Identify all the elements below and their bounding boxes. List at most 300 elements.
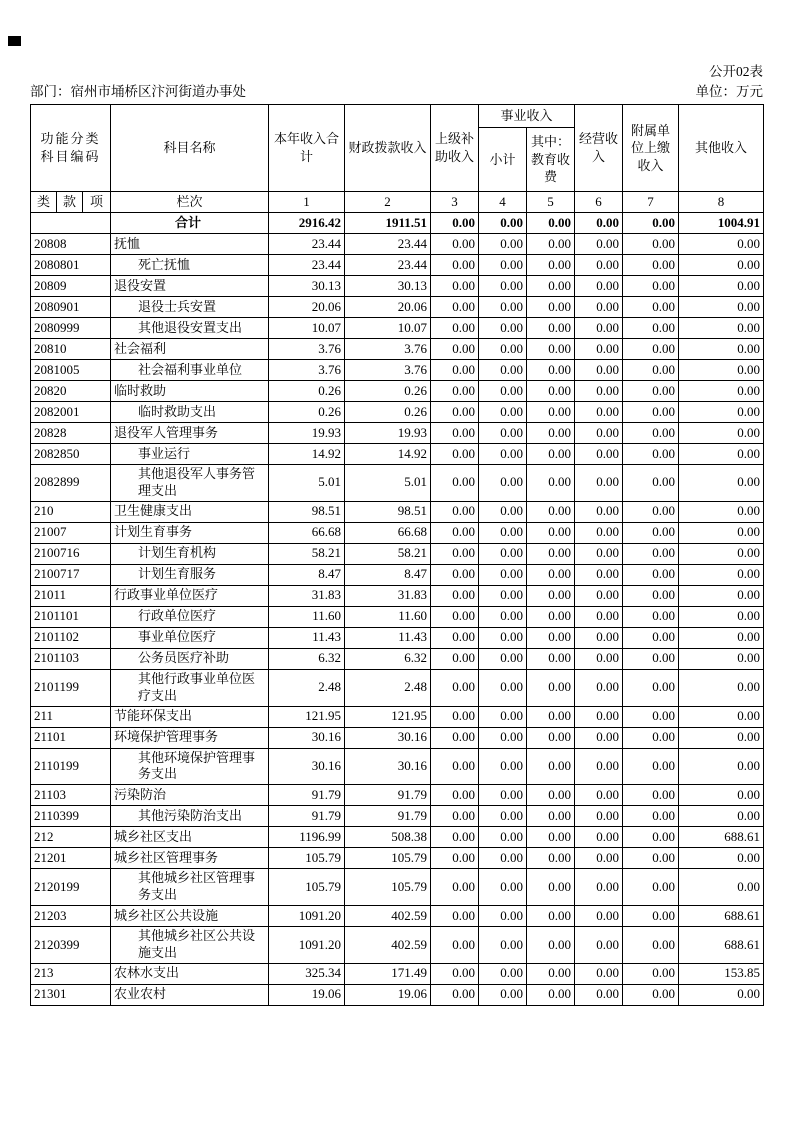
row-value-col-1: 11.43 bbox=[269, 627, 345, 648]
row-value-col-7: 0.00 bbox=[623, 297, 679, 318]
table-body bbox=[31, 213, 764, 1006]
table-row bbox=[31, 465, 764, 502]
row-name-cell: 城乡社区公共设施 bbox=[111, 906, 269, 927]
row-value-col-7: 0.00 bbox=[623, 648, 679, 669]
row-code-cell: 2080999 bbox=[31, 318, 111, 339]
row-value-col-5: 0.00 bbox=[527, 543, 575, 564]
row-value-col-6: 0.00 bbox=[575, 984, 623, 1005]
row-value-col-2: 19.93 bbox=[345, 423, 431, 444]
row-value-col-8: 0.00 bbox=[679, 339, 764, 360]
row-code-cell: 20808 bbox=[31, 234, 111, 255]
row-value-col-3: 0.00 bbox=[431, 806, 479, 827]
row-value-col-2: 2.48 bbox=[345, 669, 431, 706]
row-code-cell: 2100716 bbox=[31, 543, 111, 564]
row-value-col-6: 0.00 bbox=[575, 806, 623, 827]
row-code-cell: 2080801 bbox=[31, 255, 111, 276]
row-value-col-7: 0.00 bbox=[623, 423, 679, 444]
table-row bbox=[31, 444, 764, 465]
row-code-cell: 21103 bbox=[31, 785, 111, 806]
row-value-col-7: 0.00 bbox=[623, 339, 679, 360]
row-name-cell: 其他污染防治支出 bbox=[111, 806, 269, 827]
row-value-col-3: 0.00 bbox=[431, 748, 479, 785]
row-value-col-2: 171.49 bbox=[345, 963, 431, 984]
row-value-col-2: 121.95 bbox=[345, 706, 431, 727]
row-code-cell: 2081005 bbox=[31, 360, 111, 381]
row-value-col-2: 3.76 bbox=[345, 339, 431, 360]
row-value-col-8: 0.00 bbox=[679, 748, 764, 785]
table-row bbox=[31, 869, 764, 906]
row-code-cell: 2082899 bbox=[31, 465, 111, 502]
row-value-col-4: 0.00 bbox=[479, 276, 527, 297]
table-row bbox=[31, 564, 764, 585]
row-value-col-6: 0.00 bbox=[575, 339, 623, 360]
row-value-col-1: 30.13 bbox=[269, 276, 345, 297]
row-name-cell: 抚恤 bbox=[111, 234, 269, 255]
row-name-cell: 其他环境保护管理事务支出 bbox=[111, 748, 269, 785]
row-value-col-8: 0.00 bbox=[679, 984, 764, 1005]
row-value-col-7: 0.00 bbox=[623, 444, 679, 465]
row-value-col-3: 0.00 bbox=[431, 848, 479, 869]
row-value-col-7: 0.00 bbox=[623, 984, 679, 1005]
row-code-cell: 2080901 bbox=[31, 297, 111, 318]
column-number-6: 6 bbox=[575, 192, 623, 213]
row-name-cell: 污染防治 bbox=[111, 785, 269, 806]
row-value-col-1: 14.92 bbox=[269, 444, 345, 465]
code-sub-xiang: 项 bbox=[83, 192, 111, 213]
row-value-col-4: 0.00 bbox=[479, 827, 527, 848]
row-value-col-5: 0.00 bbox=[527, 706, 575, 727]
table-row bbox=[31, 827, 764, 848]
row-value-col-7: 0.00 bbox=[623, 869, 679, 906]
row-value-col-8: 0.00 bbox=[679, 727, 764, 748]
row-value-col-7: 0.00 bbox=[623, 522, 679, 543]
column-number-1: 1 bbox=[269, 192, 345, 213]
row-value-col-7: 0.00 bbox=[623, 906, 679, 927]
row-value-col-4: 0.00 bbox=[479, 522, 527, 543]
table-row bbox=[31, 806, 764, 827]
row-value-col-6: 0.00 bbox=[575, 963, 623, 984]
row-value-col-6: 0.00 bbox=[575, 827, 623, 848]
table-row bbox=[31, 402, 764, 423]
row-value-col-5: 0.00 bbox=[527, 360, 575, 381]
row-value-col-2: 31.83 bbox=[345, 585, 431, 606]
row-value-col-4: 0.00 bbox=[479, 669, 527, 706]
row-value-col-5: 0.00 bbox=[527, 727, 575, 748]
row-name-cell: 社会福利 bbox=[111, 339, 269, 360]
row-value-col-2: 8.47 bbox=[345, 564, 431, 585]
row-value-col-2: 11.43 bbox=[345, 627, 431, 648]
row-value-col-2: 66.68 bbox=[345, 522, 431, 543]
row-code-cell: 21201 bbox=[31, 848, 111, 869]
row-value-col-4: 0.00 bbox=[479, 339, 527, 360]
row-code-cell: 21203 bbox=[31, 906, 111, 927]
row-value-col-5: 0.00 bbox=[527, 906, 575, 927]
row-value-col-4: 0.00 bbox=[479, 727, 527, 748]
row-value-col-2: 508.38 bbox=[345, 827, 431, 848]
table-row bbox=[31, 648, 764, 669]
row-value-col-3: 0.00 bbox=[431, 402, 479, 423]
row-value-col-3: 0.00 bbox=[431, 585, 479, 606]
row-value-col-8: 0.00 bbox=[679, 501, 764, 522]
row-value-col-1: 6.32 bbox=[269, 648, 345, 669]
row-value-col-2: 402.59 bbox=[345, 927, 431, 964]
row-name-cell: 农林水支出 bbox=[111, 963, 269, 984]
row-value-col-5: 0.00 bbox=[527, 234, 575, 255]
row-value-col-1: 0.26 bbox=[269, 402, 345, 423]
row-value-col-5: 0.00 bbox=[527, 627, 575, 648]
row-value-col-1: 98.51 bbox=[269, 501, 345, 522]
row-value-col-6: 0.00 bbox=[575, 501, 623, 522]
row-value-col-4: 0.00 bbox=[479, 543, 527, 564]
row-value-col-8: 0.00 bbox=[679, 381, 764, 402]
row-name-cell: 行政单位医疗 bbox=[111, 606, 269, 627]
row-value-col-3: 0.00 bbox=[431, 827, 479, 848]
row-value-col-3: 0.00 bbox=[431, 984, 479, 1005]
row-name-cell: 城乡社区支出 bbox=[111, 827, 269, 848]
row-value-col-5: 0.00 bbox=[527, 606, 575, 627]
row-value-col-1: 3.76 bbox=[269, 339, 345, 360]
income-budget-table bbox=[30, 104, 764, 1006]
total-value-col-1: 2916.42 bbox=[269, 213, 345, 234]
row-value-col-6: 0.00 bbox=[575, 423, 623, 444]
row-value-col-1: 20.06 bbox=[269, 297, 345, 318]
row-value-col-8: 0.00 bbox=[679, 402, 764, 423]
row-value-col-4: 0.00 bbox=[479, 806, 527, 827]
row-value-col-3: 0.00 bbox=[431, 360, 479, 381]
row-value-col-6: 0.00 bbox=[575, 706, 623, 727]
row-value-col-4: 0.00 bbox=[479, 444, 527, 465]
print-artifact-square bbox=[8, 36, 21, 46]
row-value-col-6: 0.00 bbox=[575, 360, 623, 381]
row-value-col-3: 0.00 bbox=[431, 501, 479, 522]
row-value-col-1: 19.06 bbox=[269, 984, 345, 1005]
row-value-col-8: 0.00 bbox=[679, 522, 764, 543]
row-value-col-8: 0.00 bbox=[679, 806, 764, 827]
row-value-col-7: 0.00 bbox=[623, 963, 679, 984]
row-value-col-8: 0.00 bbox=[679, 543, 764, 564]
row-value-col-3: 0.00 bbox=[431, 318, 479, 339]
row-value-col-3: 0.00 bbox=[431, 255, 479, 276]
row-value-col-7: 0.00 bbox=[623, 927, 679, 964]
row-code-cell: 20810 bbox=[31, 339, 111, 360]
row-value-col-6: 0.00 bbox=[575, 402, 623, 423]
row-value-col-7: 0.00 bbox=[623, 465, 679, 502]
row-name-cell: 其他城乡社区管理事务支出 bbox=[111, 869, 269, 906]
row-name-cell: 临时救助支出 bbox=[111, 402, 269, 423]
row-code-cell: 210 bbox=[31, 501, 111, 522]
row-name-cell: 退役军人管理事务 bbox=[111, 423, 269, 444]
row-name-cell: 死亡抚恤 bbox=[111, 255, 269, 276]
row-value-col-4: 0.00 bbox=[479, 848, 527, 869]
row-name-cell: 社会福利事业单位 bbox=[111, 360, 269, 381]
code-sub-kuan: 款 bbox=[57, 192, 83, 213]
row-value-col-4: 0.00 bbox=[479, 706, 527, 727]
row-value-col-4: 0.00 bbox=[479, 906, 527, 927]
operating-income-header: 经营收入 bbox=[575, 105, 623, 192]
row-value-col-4: 0.00 bbox=[479, 648, 527, 669]
table-row bbox=[31, 906, 764, 927]
row-value-col-5: 0.00 bbox=[527, 748, 575, 785]
row-value-col-1: 10.07 bbox=[269, 318, 345, 339]
table-row bbox=[31, 984, 764, 1005]
row-value-col-6: 0.00 bbox=[575, 564, 623, 585]
row-value-col-4: 0.00 bbox=[479, 465, 527, 502]
row-code-cell: 2101199 bbox=[31, 669, 111, 706]
row-value-col-6: 0.00 bbox=[575, 927, 623, 964]
row-value-col-8: 0.00 bbox=[679, 648, 764, 669]
row-value-col-7: 0.00 bbox=[623, 827, 679, 848]
business-income-header: 事业收入 bbox=[479, 105, 575, 128]
row-value-col-4: 0.00 bbox=[479, 318, 527, 339]
row-value-col-4: 0.00 bbox=[479, 423, 527, 444]
row-value-col-7: 0.00 bbox=[623, 402, 679, 423]
row-code-cell: 21011 bbox=[31, 585, 111, 606]
row-value-col-4: 0.00 bbox=[479, 360, 527, 381]
row-value-col-5: 0.00 bbox=[527, 381, 575, 402]
row-value-col-7: 0.00 bbox=[623, 276, 679, 297]
row-code-cell: 2120199 bbox=[31, 869, 111, 906]
row-value-col-1: 91.79 bbox=[269, 785, 345, 806]
column-number-5: 5 bbox=[527, 192, 575, 213]
row-value-col-3: 0.00 bbox=[431, 276, 479, 297]
row-value-col-3: 0.00 bbox=[431, 297, 479, 318]
row-value-col-5: 0.00 bbox=[527, 669, 575, 706]
table-row bbox=[31, 585, 764, 606]
row-value-col-1: 30.16 bbox=[269, 727, 345, 748]
total-code-blank bbox=[31, 213, 111, 234]
row-value-col-4: 0.00 bbox=[479, 501, 527, 522]
row-value-col-3: 0.00 bbox=[431, 785, 479, 806]
row-name-cell: 退役士兵安置 bbox=[111, 297, 269, 318]
table-row bbox=[31, 297, 764, 318]
table-row bbox=[31, 543, 764, 564]
row-value-col-8: 0.00 bbox=[679, 585, 764, 606]
total-value-col-2: 1911.51 bbox=[345, 213, 431, 234]
row-value-col-7: 0.00 bbox=[623, 234, 679, 255]
row-value-col-2: 19.06 bbox=[345, 984, 431, 1005]
row-value-col-3: 0.00 bbox=[431, 381, 479, 402]
row-name-cell: 其他退役安置支出 bbox=[111, 318, 269, 339]
row-value-col-7: 0.00 bbox=[623, 785, 679, 806]
row-value-col-1: 30.16 bbox=[269, 748, 345, 785]
row-value-col-6: 0.00 bbox=[575, 906, 623, 927]
row-value-col-2: 23.44 bbox=[345, 234, 431, 255]
affiliated-income-header: 附属单位上缴收入 bbox=[623, 105, 679, 192]
row-code-cell: 20809 bbox=[31, 276, 111, 297]
row-value-col-2: 3.76 bbox=[345, 360, 431, 381]
row-value-col-8: 0.00 bbox=[679, 869, 764, 906]
row-value-col-7: 0.00 bbox=[623, 806, 679, 827]
row-value-col-7: 0.00 bbox=[623, 727, 679, 748]
column-number-2: 2 bbox=[345, 192, 431, 213]
row-name-cell: 临时救助 bbox=[111, 381, 269, 402]
row-value-col-6: 0.00 bbox=[575, 276, 623, 297]
row-value-col-2: 98.51 bbox=[345, 501, 431, 522]
business-education-header: 其中：教育收费 bbox=[527, 128, 575, 192]
row-name-cell: 计划生育机构 bbox=[111, 543, 269, 564]
row-code-cell: 2110399 bbox=[31, 806, 111, 827]
table-row bbox=[31, 423, 764, 444]
func-code-header: 功能分类科目编码 bbox=[31, 105, 111, 192]
total-label: 合计 bbox=[111, 213, 269, 234]
subject-name-header: 科目名称 bbox=[111, 105, 269, 192]
row-value-col-6: 0.00 bbox=[575, 869, 623, 906]
row-name-cell: 节能环保支出 bbox=[111, 706, 269, 727]
row-value-col-6: 0.00 bbox=[575, 748, 623, 785]
row-value-col-8: 0.00 bbox=[679, 318, 764, 339]
row-code-cell: 2110199 bbox=[31, 748, 111, 785]
row-value-col-3: 0.00 bbox=[431, 869, 479, 906]
other-income-header: 其他收入 bbox=[679, 105, 764, 192]
row-value-col-3: 0.00 bbox=[431, 627, 479, 648]
row-value-col-8: 0.00 bbox=[679, 234, 764, 255]
row-value-col-5: 0.00 bbox=[527, 585, 575, 606]
row-value-col-8: 0.00 bbox=[679, 297, 764, 318]
row-value-col-5: 0.00 bbox=[527, 984, 575, 1005]
row-value-col-8: 153.85 bbox=[679, 963, 764, 984]
table-row bbox=[31, 255, 764, 276]
row-value-col-2: 58.21 bbox=[345, 543, 431, 564]
row-value-col-8: 0.00 bbox=[679, 444, 764, 465]
row-value-col-2: 20.06 bbox=[345, 297, 431, 318]
row-name-cell: 计划生育服务 bbox=[111, 564, 269, 585]
row-value-col-8: 0.00 bbox=[679, 606, 764, 627]
row-value-col-3: 0.00 bbox=[431, 234, 479, 255]
year-total-header: 本年收入合计 bbox=[269, 105, 345, 192]
row-value-col-5: 0.00 bbox=[527, 522, 575, 543]
row-value-col-2: 105.79 bbox=[345, 869, 431, 906]
row-code-cell: 2120399 bbox=[31, 927, 111, 964]
row-value-col-2: 0.26 bbox=[345, 402, 431, 423]
code-sub-lei: 类 bbox=[31, 192, 57, 213]
row-code-cell: 2101102 bbox=[31, 627, 111, 648]
row-value-col-5: 0.00 bbox=[527, 465, 575, 502]
row-value-col-5: 0.00 bbox=[527, 806, 575, 827]
row-value-col-8: 0.00 bbox=[679, 423, 764, 444]
row-value-col-3: 0.00 bbox=[431, 727, 479, 748]
row-value-col-6: 0.00 bbox=[575, 381, 623, 402]
row-value-col-3: 0.00 bbox=[431, 906, 479, 927]
row-value-col-5: 0.00 bbox=[527, 963, 575, 984]
row-value-col-6: 0.00 bbox=[575, 606, 623, 627]
row-value-col-1: 3.76 bbox=[269, 360, 345, 381]
table-row bbox=[31, 706, 764, 727]
row-value-col-4: 0.00 bbox=[479, 984, 527, 1005]
row-value-col-1: 1091.20 bbox=[269, 927, 345, 964]
row-value-col-1: 19.93 bbox=[269, 423, 345, 444]
row-value-col-2: 402.59 bbox=[345, 906, 431, 927]
row-value-col-1: 58.21 bbox=[269, 543, 345, 564]
column-number-8: 8 bbox=[679, 192, 764, 213]
row-value-col-6: 0.00 bbox=[575, 444, 623, 465]
table-row bbox=[31, 927, 764, 964]
table-row bbox=[31, 234, 764, 255]
row-value-col-5: 0.00 bbox=[527, 297, 575, 318]
table-row bbox=[31, 748, 764, 785]
row-value-col-4: 0.00 bbox=[479, 963, 527, 984]
row-value-col-4: 0.00 bbox=[479, 748, 527, 785]
row-name-cell: 公务员医疗补助 bbox=[111, 648, 269, 669]
row-value-col-2: 30.16 bbox=[345, 748, 431, 785]
row-name-cell: 环境保护管理事务 bbox=[111, 727, 269, 748]
row-value-col-6: 0.00 bbox=[575, 727, 623, 748]
row-value-col-2: 14.92 bbox=[345, 444, 431, 465]
row-value-col-5: 0.00 bbox=[527, 869, 575, 906]
row-value-col-5: 0.00 bbox=[527, 276, 575, 297]
row-value-col-4: 0.00 bbox=[479, 234, 527, 255]
row-value-col-6: 0.00 bbox=[575, 627, 623, 648]
row-code-cell: 213 bbox=[31, 963, 111, 984]
row-code-cell: 2082001 bbox=[31, 402, 111, 423]
document-meta-line bbox=[30, 83, 763, 100]
row-value-col-7: 0.00 bbox=[623, 543, 679, 564]
row-value-col-3: 0.00 bbox=[431, 648, 479, 669]
row-value-col-6: 0.00 bbox=[575, 648, 623, 669]
row-name-cell: 其他城乡社区公共设施支出 bbox=[111, 927, 269, 964]
total-value-col-5: 0.00 bbox=[527, 213, 575, 234]
row-value-col-8: 688.61 bbox=[679, 827, 764, 848]
row-code-cell: 2101103 bbox=[31, 648, 111, 669]
row-code-cell: 21007 bbox=[31, 522, 111, 543]
row-value-col-8: 0.00 bbox=[679, 255, 764, 276]
row-name-cell: 其他退役军人事务管理支出 bbox=[111, 465, 269, 502]
row-value-col-2: 5.01 bbox=[345, 465, 431, 502]
row-value-col-8: 0.00 bbox=[679, 465, 764, 502]
row-value-col-4: 0.00 bbox=[479, 381, 527, 402]
row-value-col-1: 8.47 bbox=[269, 564, 345, 585]
row-name-cell: 事业单位医疗 bbox=[111, 627, 269, 648]
row-value-col-7: 0.00 bbox=[623, 585, 679, 606]
table-row bbox=[31, 963, 764, 984]
row-value-col-5: 0.00 bbox=[527, 648, 575, 669]
row-value-col-4: 0.00 bbox=[479, 606, 527, 627]
table-row bbox=[31, 522, 764, 543]
row-value-col-6: 0.00 bbox=[575, 785, 623, 806]
row-value-col-4: 0.00 bbox=[479, 255, 527, 276]
table-row bbox=[31, 727, 764, 748]
row-value-col-1: 121.95 bbox=[269, 706, 345, 727]
row-value-col-2: 10.07 bbox=[345, 318, 431, 339]
row-value-col-2: 23.44 bbox=[345, 255, 431, 276]
row-value-col-3: 0.00 bbox=[431, 465, 479, 502]
row-value-col-4: 0.00 bbox=[479, 564, 527, 585]
total-value-col-8: 1004.91 bbox=[679, 213, 764, 234]
grand-total-row bbox=[31, 213, 764, 234]
row-value-col-8: 0.00 bbox=[679, 564, 764, 585]
row-value-col-1: 23.44 bbox=[269, 255, 345, 276]
department-label: 部门：宿州市埇桥区汴河街道办事处 bbox=[30, 84, 246, 99]
row-value-col-6: 0.00 bbox=[575, 465, 623, 502]
row-value-col-1: 23.44 bbox=[269, 234, 345, 255]
row-value-col-6: 0.00 bbox=[575, 585, 623, 606]
unit-label: 单位：万元 bbox=[695, 84, 763, 99]
row-value-col-5: 0.00 bbox=[527, 444, 575, 465]
row-value-col-1: 105.79 bbox=[269, 848, 345, 869]
row-value-col-6: 0.00 bbox=[575, 522, 623, 543]
row-name-cell: 其他行政事业单位医疗支出 bbox=[111, 669, 269, 706]
row-value-col-1: 31.83 bbox=[269, 585, 345, 606]
row-value-col-4: 0.00 bbox=[479, 927, 527, 964]
row-name-cell: 计划生育事务 bbox=[111, 522, 269, 543]
row-value-col-3: 0.00 bbox=[431, 706, 479, 727]
row-value-col-3: 0.00 bbox=[431, 339, 479, 360]
column-number-4: 4 bbox=[479, 192, 527, 213]
row-value-col-2: 6.32 bbox=[345, 648, 431, 669]
row-value-col-4: 0.00 bbox=[479, 627, 527, 648]
column-number-7: 7 bbox=[623, 192, 679, 213]
row-value-col-8: 0.00 bbox=[679, 276, 764, 297]
row-code-cell: 2082850 bbox=[31, 444, 111, 465]
